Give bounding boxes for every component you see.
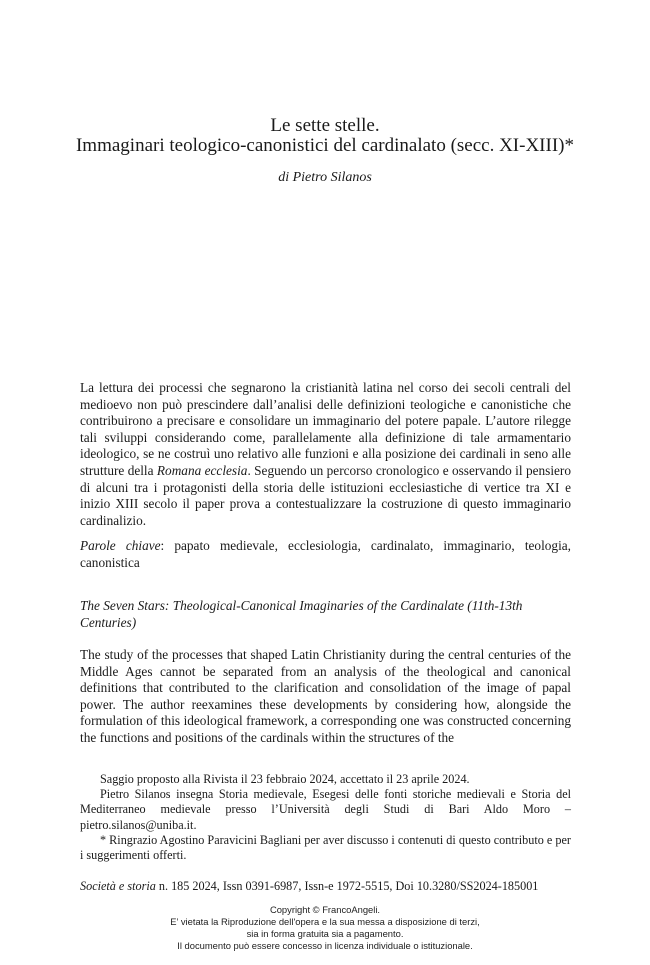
keywords-label: Parole chiave xyxy=(80,538,161,553)
abstract-italian-italic-phrase: Romana ecclesia xyxy=(156,462,248,478)
article-author: di Pietro Silanos xyxy=(278,170,372,185)
copyright-line3: sia in forma gratuita sia a pagamento. xyxy=(246,928,404,939)
copyright-notice xyxy=(100,904,550,952)
citation-journal: Società e storia xyxy=(80,879,156,893)
keywords xyxy=(80,538,571,571)
keywords-text: : papato medievale, ecclesiologia, cardinalato, immaginario, teologia, canonistica xyxy=(80,538,571,570)
footnote-submission: Saggio proposto alla Rivista il 23 febbraio 2024, accettato il 23 aprile 2024. xyxy=(100,772,470,786)
english-title: The Seven Stars: Theological-Canonical Imaginaries of the Cardinalate (11th-13th Centuries) xyxy=(80,598,523,630)
footnote-bio: Pietro Silanos insegna Storia medievale, Esegesi delle fonti storiche medievali e Storia del Mediterraneo medievale presso l’Università degli Studi di Bari Aldo Moro – pietro.silanos@uniba.it. xyxy=(80,787,571,832)
citation xyxy=(80,879,571,894)
abstract-italian-text-before: La lettura dei processi che segnarono la cristianità latina nel corso dei secoli centrali del medioevo non può prescindere dall’analisi delle definizioni teologiche e canonistiche che contribuirono a precisare e consolidare un immaginario del potere papale. L’autore rilegge tali sviluppi considerando come, parallelamente alla definizione di tale armamentario ideologico, se ne costruì uno relativo alle funzioni e alla posizione dei cardinali in seno alle strutture della xyxy=(80,380,571,478)
abstract-italian xyxy=(80,380,571,529)
citation-details: n. 185 2024, Issn 0391-6987, Issn-e 1972-5515, Doi 10.3280/SS2024-185001 xyxy=(155,879,539,893)
article-title xyxy=(60,116,590,156)
article-title-line1: Le sette stelle. xyxy=(270,115,380,136)
copyright-line2: E’ vietata la Riproduzione dell'opera e la sua messa a disposizione di terzi, xyxy=(170,916,480,927)
abstract-english: The study of the processes that shaped Latin Christianity during the central centuries of the Middle Ages cannot be separated from an analysis of the theological and canonical definitions that contributed to the clarification and consolidation of the image of papal power. The author reexamines these developments by considering how, alongside the formulation of this ideological framework, a corresponding one was constructed concerning the functions and positions of the cardinals within the structures of the xyxy=(80,647,571,745)
article-title-line2: Immaginari teologico-canonistici del cardinalato (secc. XI-XIII)* xyxy=(75,135,574,156)
footnotes xyxy=(80,772,571,863)
footnote-thanks: * Ringrazio Agostino Paravicini Bagliani per aver discusso i contenuti di questo contributo e per i suggerimenti offerti. xyxy=(80,832,571,863)
copyright-line4: Il documento può essere concesso in licenza individuale o istituzionale. xyxy=(177,940,473,951)
copyright-line1: Copyright © FrancoAngeli. xyxy=(269,904,381,915)
abstract-italian-text-after: . Seguendo un percorso cronologico e osservando il pensiero di alcuni tra i protagonisti della storia delle istituzioni ecclesiastiche di vertice tra XI e inizio XIII secolo il paper prova a contestualizzare la costruzione di questo immaginario cardinalizio. xyxy=(80,462,572,528)
